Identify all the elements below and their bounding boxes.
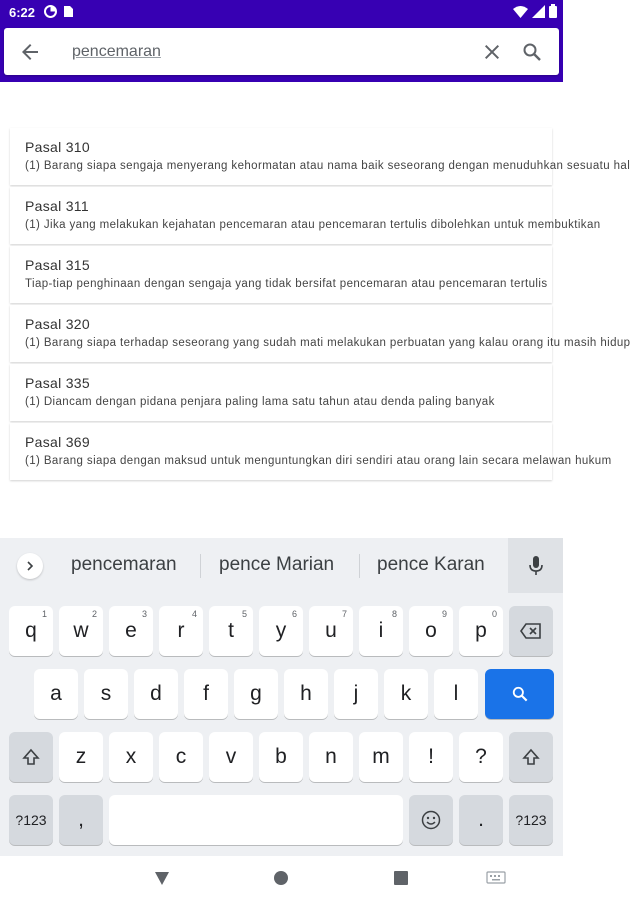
key-label: r	[177, 619, 185, 642]
result-snippet: (1) Barang siapa dengan maksud untuk menguntungkan diri sendiri atau orang lain secara melawan hukum	[25, 455, 612, 467]
key-label: k	[400, 682, 412, 705]
search-icon[interactable]	[520, 40, 544, 64]
symbols-key[interactable]	[9, 795, 53, 845]
result-snippet: Tiap-tiap penghinaan dengan sengaja yang tidak bersifat pencemaran atau pencemaran tertulis	[25, 278, 548, 290]
app-bar	[0, 24, 563, 82]
sim-card-icon	[63, 5, 74, 18]
key-c[interactable]	[159, 732, 203, 782]
key-label: ?	[475, 745, 487, 768]
key-n[interactable]	[309, 732, 353, 782]
nav-recents-icon[interactable]	[391, 868, 411, 888]
suggestion-divider	[359, 554, 360, 578]
key-t[interactable]	[209, 606, 253, 656]
results-list	[10, 128, 630, 482]
key-q[interactable]	[9, 606, 53, 656]
space-key[interactable]	[109, 795, 403, 845]
key-hint: 4	[191, 609, 197, 619]
key-label: h	[300, 682, 312, 705]
data-saver-icon	[44, 5, 57, 18]
suggestion-strip	[0, 538, 563, 593]
expand-toolbar-button[interactable]	[17, 553, 43, 579]
battery-icon	[549, 4, 557, 18]
key-label: !	[428, 745, 434, 768]
key-w[interactable]	[59, 606, 103, 656]
status-bar	[0, 0, 563, 24]
search-bar	[4, 28, 559, 75]
key-i[interactable]	[359, 606, 403, 656]
key-comma[interactable]	[59, 795, 103, 845]
key-h[interactable]	[284, 669, 328, 719]
key-label: z	[75, 745, 87, 768]
key-g[interactable]	[234, 669, 278, 719]
key-hint: 1	[41, 609, 47, 619]
key-e[interactable]	[109, 606, 153, 656]
signal-icon	[532, 5, 545, 18]
key-label: .	[478, 808, 484, 831]
key-l[interactable]	[434, 669, 478, 719]
search-icon	[510, 684, 530, 704]
result-title: Pasal 311	[25, 198, 89, 214]
key-z[interactable]	[59, 732, 103, 782]
key-label: t	[228, 619, 234, 642]
shift-key-right[interactable]	[509, 732, 553, 782]
key-label: a	[50, 682, 62, 705]
suggestion-word[interactable]: pencemaran	[71, 554, 177, 575]
key-hint: 7	[341, 609, 347, 619]
key-v[interactable]	[209, 732, 253, 782]
key-label: s	[100, 682, 112, 705]
key-label: o	[425, 619, 437, 642]
key-hint: 8	[391, 609, 397, 619]
key-exclamation[interactable]	[409, 732, 453, 782]
result-snippet: (1) Barang siapa terhadap seseorang yang sudah mati melakukan perbuatan yang kalau orang itu masih hidup	[25, 337, 630, 349]
key-x[interactable]	[109, 732, 153, 782]
result-item[interactable]	[10, 246, 552, 303]
key-label: q	[25, 619, 37, 642]
key-label: m	[372, 745, 390, 768]
key-label: ?123	[15, 812, 47, 828]
result-title: Pasal 320	[25, 316, 90, 332]
key-hint: 2	[91, 609, 97, 619]
emoji-key[interactable]	[409, 795, 453, 845]
key-b[interactable]	[259, 732, 303, 782]
search-input[interactable]	[72, 37, 452, 67]
key-hint: 0	[491, 609, 497, 619]
key-p[interactable]	[459, 606, 503, 656]
key-label: l	[453, 682, 459, 705]
key-label: v	[225, 745, 237, 768]
soft-keyboard	[0, 538, 563, 856]
mic-icon	[528, 555, 544, 577]
key-label: i	[378, 619, 384, 642]
suggestion-word[interactable]: pence Karan	[377, 554, 485, 575]
status-time: 6:22	[9, 5, 36, 20]
result-item[interactable]	[10, 305, 630, 362]
key-label: n	[325, 745, 337, 768]
key-label: d	[150, 682, 162, 705]
shift-icon	[22, 748, 40, 766]
result-item[interactable]	[10, 423, 612, 480]
clear-icon[interactable]	[480, 40, 504, 64]
key-k[interactable]	[384, 669, 428, 719]
voice-input-button[interactable]	[508, 538, 563, 593]
wifi-icon	[513, 5, 528, 18]
key-label: x	[125, 745, 137, 768]
key-label: c	[175, 745, 187, 768]
key-label: g	[250, 682, 262, 705]
status-system-icons	[513, 4, 557, 18]
nav-home-icon[interactable]	[271, 868, 291, 888]
result-item[interactable]	[10, 187, 601, 244]
key-question[interactable]	[459, 732, 503, 782]
chevron-right-icon	[24, 560, 36, 572]
suggestion-word[interactable]: pence Marian	[219, 554, 335, 575]
key-period[interactable]	[459, 795, 503, 845]
key-label: e	[125, 619, 137, 642]
result-item[interactable]	[10, 364, 552, 421]
key-d[interactable]	[134, 669, 178, 719]
status-notification-icons	[44, 5, 74, 18]
navigation-bar	[0, 856, 563, 900]
key-label: b	[275, 745, 287, 768]
backspace-icon	[520, 623, 542, 639]
result-snippet: (1) Barang siapa sengaja menyerang kehormatan atau nama baik seseorang dengan menuduhkan sesuatu hal	[25, 160, 630, 172]
key-label: w	[73, 619, 89, 642]
key-m[interactable]	[359, 732, 403, 782]
key-label: y	[275, 619, 287, 642]
shift-key-left[interactable]	[9, 732, 53, 782]
key-hint: 9	[441, 609, 447, 619]
emoji-icon	[421, 810, 441, 830]
key-o[interactable]	[409, 606, 453, 656]
result-title: Pasal 315	[25, 257, 90, 273]
back-arrow-icon[interactable]	[18, 40, 42, 64]
key-label: j	[353, 682, 359, 705]
key-y[interactable]	[259, 606, 303, 656]
result-item[interactable]	[10, 128, 630, 185]
keyboard-switch-icon[interactable]	[486, 868, 506, 888]
result-snippet: (1) Diancam dengan pidana penjara paling lama satu tahun atau denda paling banyak	[25, 396, 495, 408]
suggestion-divider	[200, 554, 201, 578]
key-label: u	[325, 619, 337, 642]
key-s[interactable]	[84, 669, 128, 719]
shift-icon	[522, 748, 540, 766]
key-a[interactable]	[34, 669, 78, 719]
key-hint: 3	[141, 609, 147, 619]
symbols-key-right[interactable]	[509, 795, 553, 845]
result-snippet: (1) Jika yang melakukan kejahatan pencemaran atau pencemaran tertulis dibolehkan untuk membuktikan	[25, 219, 601, 231]
key-hint: 6	[291, 609, 297, 619]
key-r[interactable]	[159, 606, 203, 656]
key-label: ?123	[515, 812, 547, 828]
key-u[interactable]	[309, 606, 353, 656]
key-j[interactable]	[334, 669, 378, 719]
search-action-key[interactable]	[485, 669, 554, 719]
key-f[interactable]	[184, 669, 228, 719]
result-title: Pasal 369	[25, 434, 90, 450]
result-title: Pasal 310	[25, 139, 90, 155]
key-label: p	[475, 619, 487, 642]
nav-back-icon[interactable]	[152, 868, 172, 888]
result-title: Pasal 335	[25, 375, 90, 391]
key-label: f	[203, 682, 209, 705]
key-hint: 5	[241, 609, 247, 619]
key-label: ,	[78, 808, 84, 831]
backspace-key[interactable]	[509, 606, 553, 656]
